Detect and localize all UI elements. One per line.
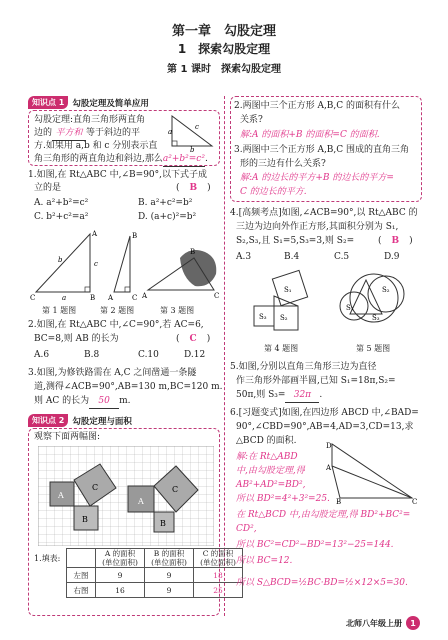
kp2-tag: 知识点 2 [28,414,68,427]
fig1-caption: 第 1 题图 [42,306,77,315]
q-rel-2-line2: 关系? [240,115,263,125]
svg-text:C: C [214,292,220,300]
header-b: B 的面积 [153,549,185,558]
figure-6 [326,440,420,504]
figure-5 [340,274,404,322]
header-a: A 的面积 [104,549,136,558]
q1-option-c: C. b²+c²=a² [34,212,89,222]
book-name: 北师八年级上册 [346,618,402,628]
svg-text:A: A [142,292,148,300]
q6-solution-3: AB²+AD²=BD², [236,480,306,490]
svg-text:A: A [138,497,144,506]
q-rel-3-answer-1: 解:A 的边长的平方+B 的边长的平方= [240,173,394,183]
grid-caption: 观察下面两幅图: [34,432,101,442]
fig3-caption: 第 3 题图 [160,306,195,315]
q4-option-b: B.4 [284,252,300,262]
fill-table-label: 1.填表: [34,554,61,563]
figure-2 [107,232,137,302]
q4-option-c: C.5 [334,252,350,262]
svg-text:S₃: S₃ [372,314,380,322]
q1-option-a: A. a²+b²=c² [34,198,89,208]
header-c: C 的面积 [202,549,234,558]
section-title: 1 探索勾股定理 [177,42,271,56]
svg-text:C: C [30,294,36,302]
def-answer-1: 平方和 [52,126,86,141]
svg-text:C: C [132,294,138,302]
q4-option-d: D.9 [384,252,400,262]
def-line-1: 勾股定理:直角三角形两直角 [34,115,146,125]
q2-option-d: D.12 [184,350,206,360]
svg-text:c: c [94,260,98,268]
q6-solution-6: CD², [236,524,257,534]
q2-option-b: B.8 [84,350,100,360]
column-divider [224,96,225,616]
q4-line1: 4.[高频考点]如图,∠ACB=90°,以 Rt△ABC 的 [230,208,418,218]
q2-answer: ( C ) [176,334,211,344]
figure-1 [30,230,98,302]
table-row: 右图 16 9 25 [67,583,243,598]
q3-stem-1: 3.如图,为修铁路需在 A,C 之间凿通一条隧 [28,368,197,378]
q-rel-3-line2: 形的三边有什么关系? [240,159,326,169]
svg-text:A: A [92,230,98,238]
q6-solution-4: 所以 BD²=4²+3²=25. [236,494,330,504]
q2-stem-2: BC=8,则 AB 的长为 [34,334,119,344]
q-rel-3-answer-2: C 的边长的平方. [240,187,307,197]
svg-text:c: c [195,123,199,131]
definition-triangle-figure [168,112,216,152]
fig2-caption: 第 2 题图 [100,306,135,315]
q4-line2: 三边为边向外作正方形,其面积分别为 S₁, [236,222,399,232]
def-line-3: 方.如果用 a,b 和 c 分别表示直 [34,141,158,151]
svg-text:C: C [92,483,99,492]
q3-stem-3: 则 AC 的长为 50 m. [34,394,131,409]
q2-option-a: A.6 [34,350,50,360]
figures-4-5 [246,268,422,342]
q5-answer: 32π [285,388,319,403]
q-rel-2-answer: 解:A 的面积+B 的面积=C 的面积. [240,130,380,140]
page-footer [346,616,420,630]
figures-1-3 [30,228,222,306]
grid-figures [38,446,214,546]
svg-text:a: a [168,128,173,136]
q6-solution-7: 所以 BC²=CD²−BD²=13²−25=144. [236,540,394,550]
q2-stem-1: 2.如图,在 Rt△ABC 中,∠C=90°,若 AC=6, [28,320,204,330]
svg-text:A: A [108,294,114,302]
fig4-caption: 第 4 题图 [264,344,299,353]
svg-text:b: b [190,146,195,152]
svg-text:B: B [90,294,96,302]
q6-line1: 6.[习题变式]如图,在四边形 ABCD 中,∠BAD= [230,408,419,418]
kp2-title: 勾股定理与面积 [72,416,132,427]
q1-stem-1: 1.如图,在 Rt△ABC 中,∠B=90°,以下式子成 [28,170,208,180]
q3-answer: 50 [89,394,119,409]
svg-text:S₃: S₃ [259,313,267,321]
q5-line1: 5.如图,分别以直角三角形三边为直径 [230,362,377,372]
q1-option-b: B. a²+c²=b² [138,198,193,208]
knowledge-point-2 [28,414,132,427]
q6-solution-8: 所以 BC=12. [236,556,293,566]
svg-text:S₂: S₂ [382,286,390,294]
svg-text:A: A [58,491,64,500]
svg-text:B: B [132,232,138,240]
svg-text:S₁: S₁ [346,304,354,312]
q6-solution-5: 在 Rt△BCD 中,由勾股定理,得 BD²+BC²= [236,510,411,520]
q1-stem-2: 立的是 [34,183,62,193]
def-line-2: 边的 平方和 等于斜边的平 [34,126,140,141]
knowledge-point-1 [28,96,149,109]
svg-text:S₁: S₁ [284,286,292,294]
def-answer-2: a²+b²=c² [163,152,205,167]
lesson-title: 第 1 课时 探索勾股定理 [167,64,281,75]
svg-text:B: B [82,515,88,524]
figure-3 [141,248,219,300]
q5-line3: 50π,则 S₃= 32π . [236,388,322,403]
svg-text:A: A [326,464,332,472]
chapter-title: 第一章 勾股定理 [171,24,276,39]
kp1-title: 勾股定理及简单应用 [72,98,149,109]
kp1-tag: 知识点 1 [28,96,68,109]
svg-text:a: a [62,294,67,302]
q4-option-a: A.3 [236,252,252,262]
figure-4 [254,270,308,330]
area-table: A 的面积 (单位面积) B 的面积 (单位面积) C 的面积 (单位面积) 左图 9 9 18 右图 16 9 25 [66,548,243,598]
svg-text:b: b [58,256,63,264]
table-row: 左图 9 9 18 [67,568,243,583]
q6-solution-2: 中,由勾股定理,得 [236,466,305,476]
q-rel-3-line1: 3.两图中三个正方形 A,B,C 围成的直角三角 [234,145,410,155]
q5-line2: 作三角形外部画半圆,已知 S₁=18π,S₂= [236,376,396,386]
svg-text:C: C [412,498,418,504]
q1-option-d: D. (a+c)²=b² [138,212,197,222]
q6-line3: △BCD 的面积. [236,436,297,446]
fig5-caption: 第 5 题图 [356,344,391,353]
svg-text:C: C [172,485,179,494]
q4-answer: ( B ) [378,236,413,246]
svg-text:S₂: S₂ [280,314,288,322]
svg-text:B: B [160,519,166,528]
def-line-4: 角三角形的两直角边和斜边,那么a²+b²=c². [34,152,208,167]
svg-text:D: D [326,442,332,450]
q1-answer: ( B ) [176,183,211,193]
q6-line2: 90°,∠CBD=90°,AB=4,AD=3,CD=13,求 [236,422,414,432]
svg-text:B: B [190,248,196,256]
q6-solution-9: 所以 S△BCD=½BC·BD=½×12×5=30. [236,578,408,588]
q3-stem-2: 道,测得∠ACB=90°,AB=130 m,BC=120 m. [34,382,223,392]
q6-solution-1: 解:在 Rt△ABD [236,452,298,462]
q4-line3: S₂,S₃,且 S₁=5,S₃=3,则 S₂= [236,236,355,246]
q2-option-c: C.10 [138,350,159,360]
q-rel-2-line1: 2.两图中三个正方形 A,B,C 的面积有什么 [234,101,401,111]
svg-text:B: B [336,498,342,504]
page-number: 1 [406,616,420,630]
